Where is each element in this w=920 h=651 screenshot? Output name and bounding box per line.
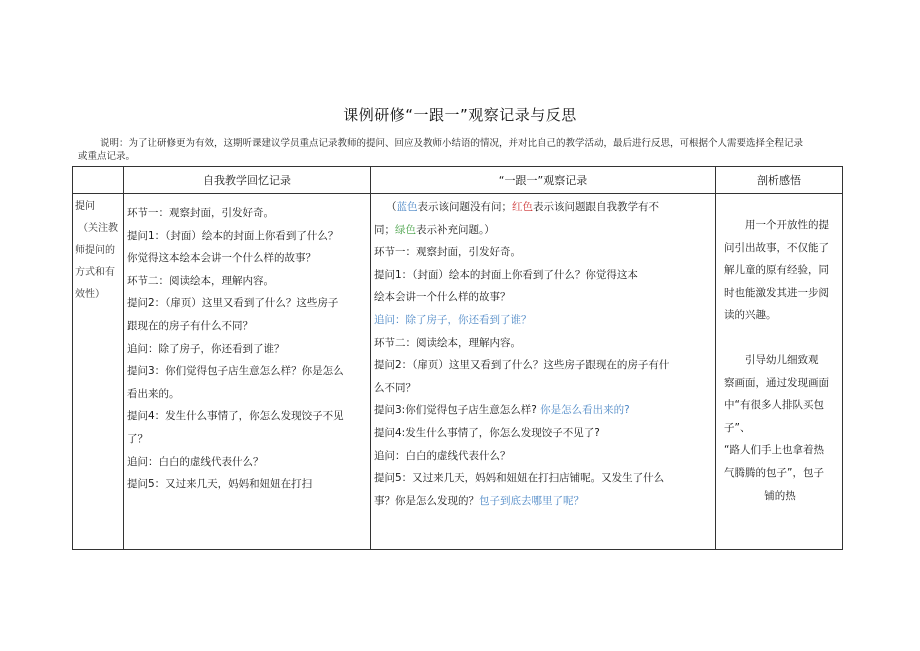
observation-text: 事？你是怎么发现的？ [374,494,479,507]
reflection-line: “路人们手上也拿着热 [724,444,824,457]
row-label: 提问 [75,201,95,212]
self-record-line: 提问3：你们觉得包子店生意怎么样？你是怎么 [127,365,344,378]
legend-line2-prefix: 同； [374,223,395,236]
reflection-cell [716,194,843,550]
reflection-line: 察画面，通过发现画面 [724,376,829,389]
self-record-cell [124,194,371,550]
reflection-line: 问引出故事，不仅能了 [724,241,829,254]
row-label-note-line: （关注教 [78,223,118,234]
observation-text: 提问3:你们觉得包子店生意怎么样? [374,404,537,417]
table-header-row [73,167,843,194]
self-record-line: 环节二：阅读绘本，理解内容。 [127,274,274,287]
observation-line: 提问1：（封面）绘本的封面上你看到了什么？你觉得这本 [374,268,638,281]
color-legend [374,196,711,219]
legend-green-desc: 表示补充问题。） [416,223,495,236]
reflection-line: 铺的热 [764,489,796,502]
observation-line-not-asked: 追问：除了房子，你还看到了谁？ [374,313,532,326]
header-self-record: 自我教学回忆记录 [124,167,371,194]
reflection-line: 子”、 [724,421,751,434]
legend-red-desc: 表示该问题跟自我教学有不 [533,201,659,213]
page-title: 课例研修“一跟一”观察记录与反思 [343,106,577,124]
self-record-line: 环节一：观察封面，引发好奇。 [127,207,274,219]
observation-line [374,399,711,422]
self-record-line: 看出来的。 [127,387,180,400]
legend-green-word: 绿色 [395,223,416,236]
observation-table [72,166,843,550]
reflection-line: 中“有很多人排队买包 [724,399,824,412]
reflection-line: 读的兴趣。 [724,309,777,322]
self-record-line: 提问1：（封面）绘本的封面上你看到了什么？ [127,229,339,242]
observation-line: 提问2：（扉页）这里又看到了什么？这些房子跟现在的房子有什 [374,359,670,372]
reflection-line: 气腾腾的包子”，包子 [724,466,824,479]
row-label-note-line: 师提问的 [75,245,115,256]
self-record-line: 追问：白白的虚线代表什么？ [127,455,264,468]
instructions-paragraph: 说明：为了让研修更为有效，这期听课建议学员重点记录教师的提问、回应及教师小结语的情况，并对比自己的教学活动，最后进行反思，可根据个人需要选择全程记录或重点记录。 [78,138,804,162]
row-label-note-line: 效性） [75,289,105,300]
legend-blue-word: 蓝色 [396,201,418,213]
self-record-line: 跟现在的房子有什么不同？ [127,319,253,332]
self-record-line: 提问4：发生什么事情了，你怎么发现饺子不见 [127,410,344,423]
reflection-line: 解儿童的原有经验，同 [724,264,829,277]
observation-line: 环节一：观察封面，引发好奇。 [374,246,521,259]
row-label-note-line: 方式和有 [75,267,115,278]
observation-line: 么不同？ [374,381,416,394]
observation-text-not-asked: 你是怎么看出来的? [540,404,630,417]
self-record-line: 你觉得这本绘本会讲一个什么样的故事？ [127,252,316,265]
observation-line: 环节二：阅读绘本，理解内容。 [374,336,521,349]
reflection-line: 引导幼儿细致观 [745,353,819,366]
table-row [73,194,843,550]
observation-line: 提问5：又过来几天，妈妈和妞妞在打扫店铺呢。又发生了什么 [374,472,665,485]
reflection-line: 时也能激发其进一步阅 [724,286,829,299]
observation-line: 追问：白白的虚线代表什么？ [374,449,511,462]
observation-text-not-asked: 包子到底去哪里了呢？ [479,494,584,507]
legend-blue-desc: 表示该问题没有问； [417,201,512,213]
self-record-line: 提问2：（扉页）这里又看到了什么？这些房子 [127,297,339,310]
observation-line: 提问4:发生什么事情了，你怎么发现饺子不见了? [374,426,600,439]
legend-red-word: 红色 [512,201,533,213]
header-reflection: 剖析感悟 [716,167,843,194]
observation-line [374,490,711,513]
self-record-line: 了？ [127,432,148,445]
legend-open-paren: （ [386,201,397,213]
row-label-cell [73,194,124,550]
self-record-line: 追问：除了房子，你还看到了谁？ [127,342,285,355]
observation-cell [371,194,716,550]
color-legend-line-2 [374,219,711,242]
header-blank [73,167,124,194]
header-observation: “一跟一”观察记录 [371,167,716,194]
reflection-line: 用一个开放性的提 [745,219,829,231]
self-record-line: 提问5：又过来几天，妈妈和妞妞在打扫 [127,478,313,491]
observation-line: 绘本会讲一个什么样的故事？ [374,291,511,304]
